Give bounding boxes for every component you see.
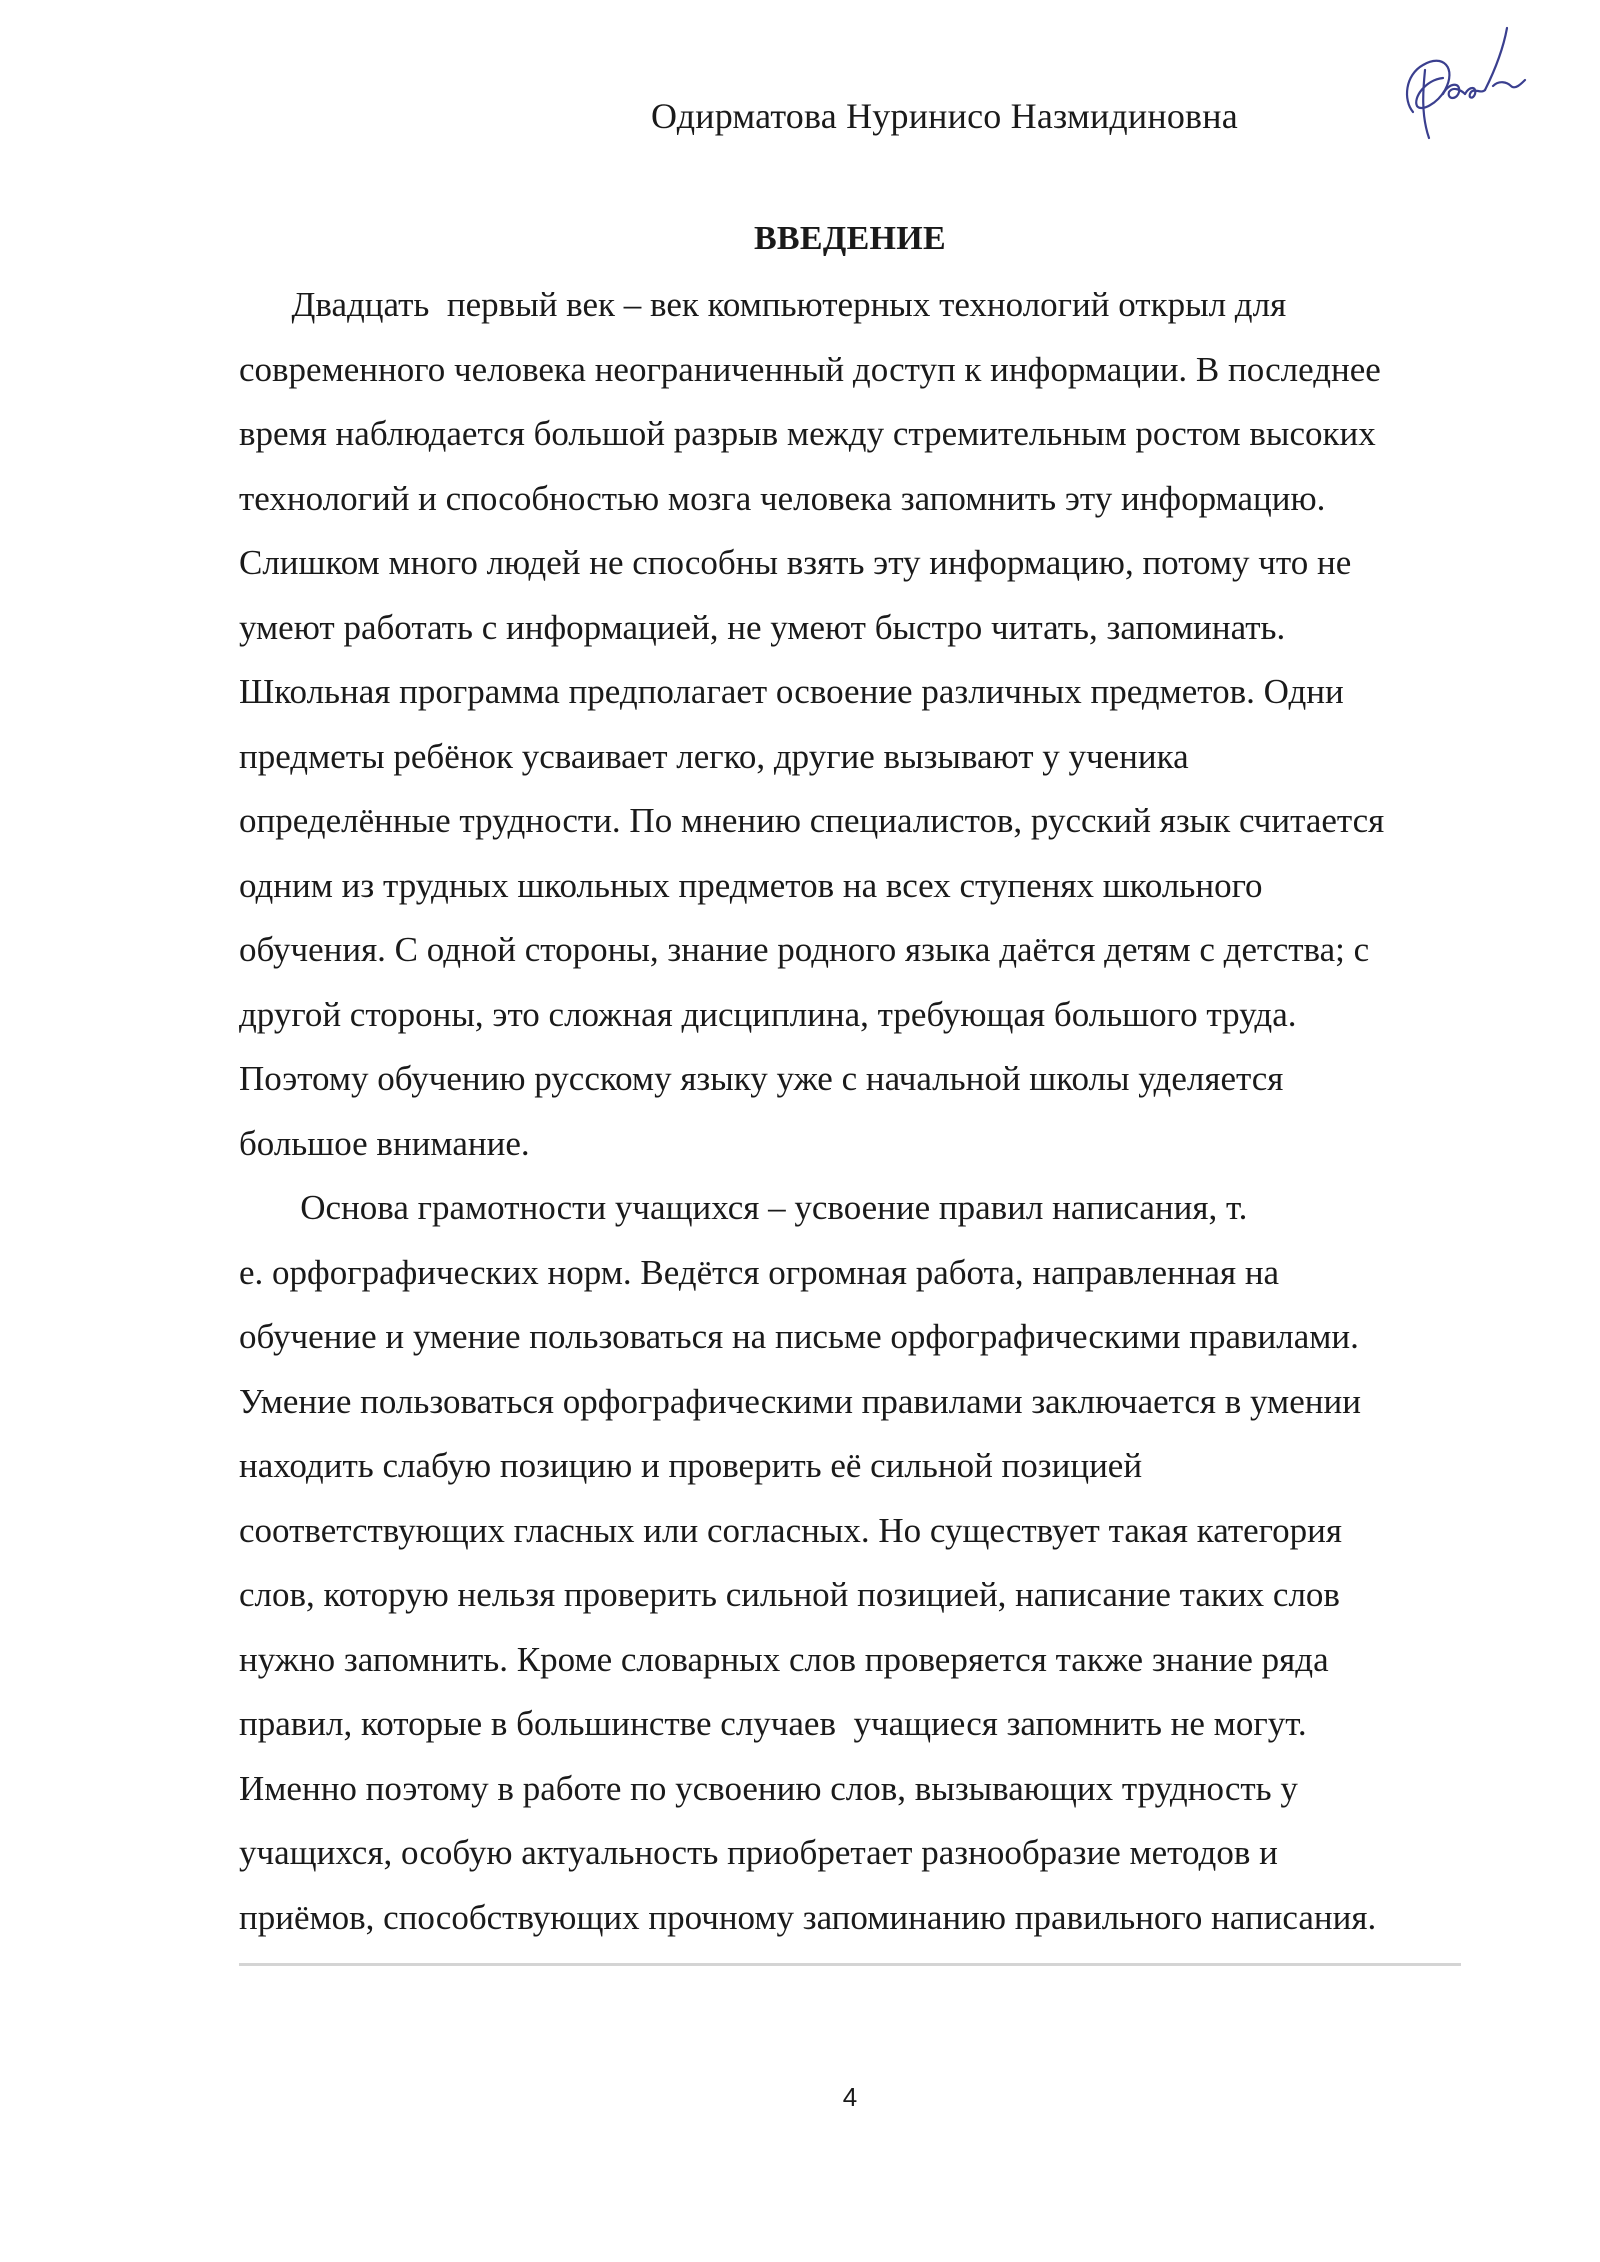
body-line: обучение и умение пользоваться на письме орфографическими правилами.	[239, 1317, 1359, 1356]
body-line: Именно поэтому в работе по усвоению слов, вызывающих трудность у	[239, 1768, 1298, 1808]
body-line: е. орфографических норм. Ведётся огромная работа, направленная на	[239, 1252, 1280, 1292]
body-line: слов, которую нельзя проверить сильной позицией, написание таких слов	[239, 1575, 1340, 1614]
body-line: другой стороны, это сложная дисциплина, требующая большого труда.	[239, 994, 1297, 1034]
page-number: 4	[842, 2082, 858, 2112]
section-heading: ВВЕДЕНИЕ	[753, 220, 947, 257]
body-line: нужно запомнить. Кроме словарных слов проверяется также знание ряда	[239, 1639, 1329, 1679]
body-line: Школьная программа предполагает освоение различных предметов. Одни	[239, 672, 1344, 711]
body-line: одним из трудных школьных предметов на всех ступенях школьного	[239, 865, 1263, 905]
body-line: учащихся, особую актуальность приобретает разнообразие методов и	[239, 1833, 1278, 1872]
body-line: правил, которые в большинстве случаев учащиеся запомнить не могут.	[239, 1704, 1307, 1743]
body-line: находить слабую позицию и проверить её сильной позицией	[239, 1446, 1143, 1485]
introduction-body	[239, 280, 1479, 1957]
body-line: время наблюдается большой разрыв между стремительным ростом высоких	[239, 414, 1376, 453]
body-line: большое внимание.	[239, 1123, 530, 1163]
body-line: предметы ребёнок усваивает легко, другие вызывают у ученика	[239, 736, 1189, 776]
divider-line	[239, 1963, 1461, 1966]
body-line: приёмов, способствующих прочному запоминанию правильного написания.	[239, 1897, 1377, 1937]
body-line: Основа грамотности учащихся – усвоение правил написания, т.	[239, 1188, 1248, 1227]
body-line: технологий и способностью мозга человека запомнить эту информацию.	[239, 478, 1326, 518]
body-line: современного человека неограниченный доступ к информации. В последнее	[239, 349, 1381, 389]
body-line: Умение пользоваться орфографическими правилами заключается в умении	[239, 1381, 1361, 1421]
body-line: Двадцать первый век – век компьютерных технологий открыл для	[239, 285, 1287, 324]
author-name: Одирматова Нуринисо Назмидиновна	[651, 96, 1238, 136]
body-line: соответствующих гласных или согласных. Но существует такая категория	[239, 1510, 1342, 1550]
body-line: определённые трудности. По мнению специалистов, русский язык считается	[239, 801, 1385, 840]
body-line: Поэтому обучению русскому языку уже с начальной школы уделяется	[239, 1059, 1284, 1098]
handwritten-signature	[1395, 20, 1545, 150]
body-line: Слишком много людей не способны взять эту информацию, потому что не	[239, 543, 1352, 582]
body-line: обучения. С одной стороны, знание родного языка даётся детям с детства; с	[239, 930, 1370, 969]
body-line: умеют работать с информацией, не умеют быстро читать, запоминать.	[239, 607, 1286, 647]
